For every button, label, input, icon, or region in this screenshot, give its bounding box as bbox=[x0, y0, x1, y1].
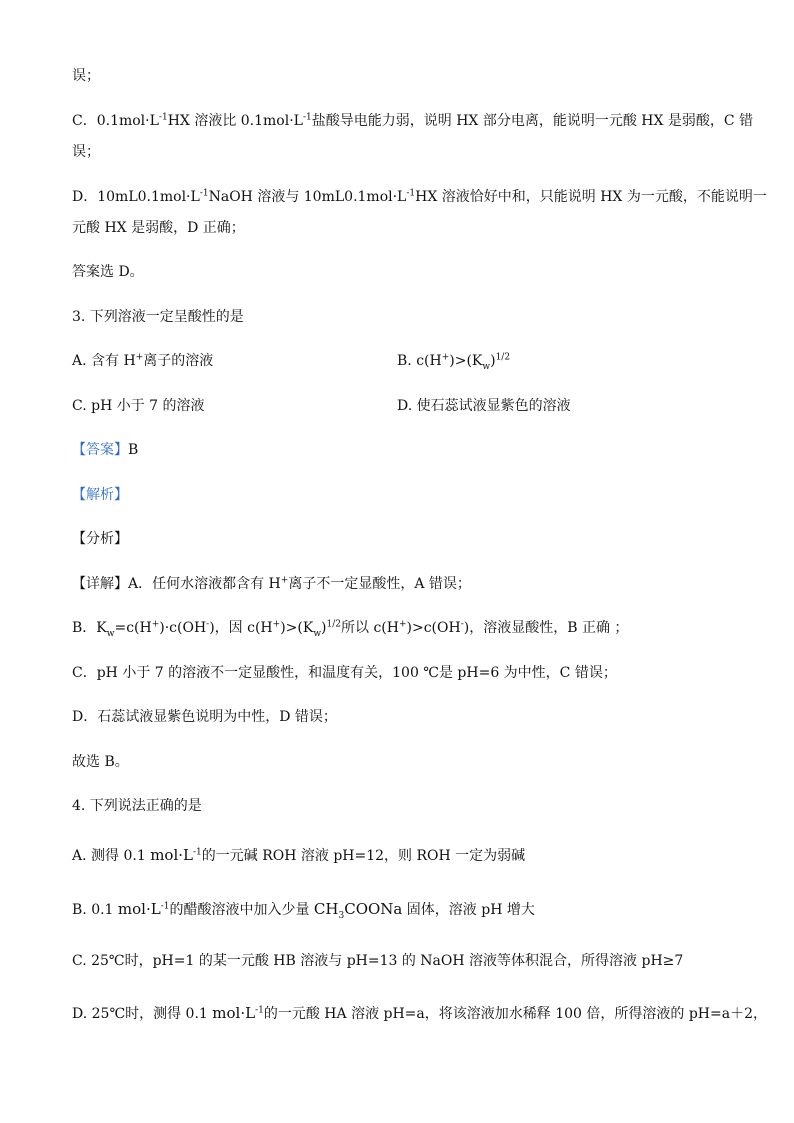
explanation-line: 【详解】A．任何水溶液都含有 H+离子不一定显酸性，A 错误； bbox=[72, 575, 471, 592]
option-a: A. 含有 H+离子的溶液 bbox=[72, 352, 214, 369]
text-line: 答案选 D。 bbox=[72, 264, 144, 280]
explanation-line: B．$K_w=c(H^+)\cdot c(OH^-)$，因 $c(H^+)>(K_w)^{1/2}$所以 c(H+)>c(OH-)，溶液显酸性，B 正确 ； bbox=[72, 619, 629, 639]
option-a: A. 测得 0.1 $mol\cdot L^{-1}$的一元碱 ROH 溶液 pH=12，则 ROH 一定为弱碱 bbox=[72, 846, 526, 864]
answer-line: 【答案】B bbox=[72, 442, 139, 458]
option-b: B. 0.1 $mol\cdot L^{-1}$的醋酸溶液中加入少量 $CH_3COONa$ 固体，溶液 pH 增大 bbox=[72, 900, 535, 921]
explanation-line: D．石蕊试液显紫色说明为中性，D 错误； bbox=[72, 709, 337, 725]
option-b: B. $c(H^+)>(K_w)^{1/2}$ bbox=[397, 352, 511, 372]
option-d: D. 25℃时，测得 0.1 $mol\cdot L^{-1}$的一元酸 HA 溶液 pH=a，将该溶液加水稀释 100 倍，所得溶液的 pH=a＋2， bbox=[72, 1004, 767, 1022]
question-4-stem: 4. 下列说法正确的是 bbox=[72, 798, 202, 814]
text-line: 元酸 HX 是弱酸，D 正确； bbox=[72, 220, 245, 236]
text-line: D．$10mL0.1mol\cdot L^{-1}NaOH$ 溶液与 $10mL0.1mol\cdot L^{-1}HX$ 溶液恰好中和，只能说明 HX 为一元酸，不能说明一 bbox=[72, 188, 767, 205]
text-line: 误； bbox=[72, 68, 100, 84]
text-line: 误； bbox=[72, 144, 100, 160]
option-c: C. 25℃时，pH=1 的某一元酸 HB 溶液与 pH=13 的 NaOH 溶液等体积混合，所得溶液 pH≥7 bbox=[72, 953, 684, 969]
option-c: C. pH 小于 7 的溶液 bbox=[72, 398, 205, 414]
question-3-stem: 3. 下列溶液一定呈酸性的是 bbox=[72, 309, 244, 325]
conclusion-line: 故选 B。 bbox=[72, 754, 129, 770]
fenxi-heading: 【分析】 bbox=[72, 531, 128, 547]
analysis-heading: 【解析】 bbox=[72, 487, 128, 503]
option-d: D. 使石蕊试液显紫色的溶液 bbox=[397, 398, 571, 414]
explanation-line: C．pH 小于 7 的溶液不一定显酸性，和温度有关，100 ℃是 pH=6 为中性，C 错误； bbox=[72, 665, 617, 681]
text-line: C．$0.1mol\cdot L^{-1}HX$ 溶液比 $0.1mol\cdot L^{-1}$盐酸导电能力弱，说明 HX 部分电离，能说明一元酸 HX 是弱酸，C 错 bbox=[72, 112, 754, 129]
